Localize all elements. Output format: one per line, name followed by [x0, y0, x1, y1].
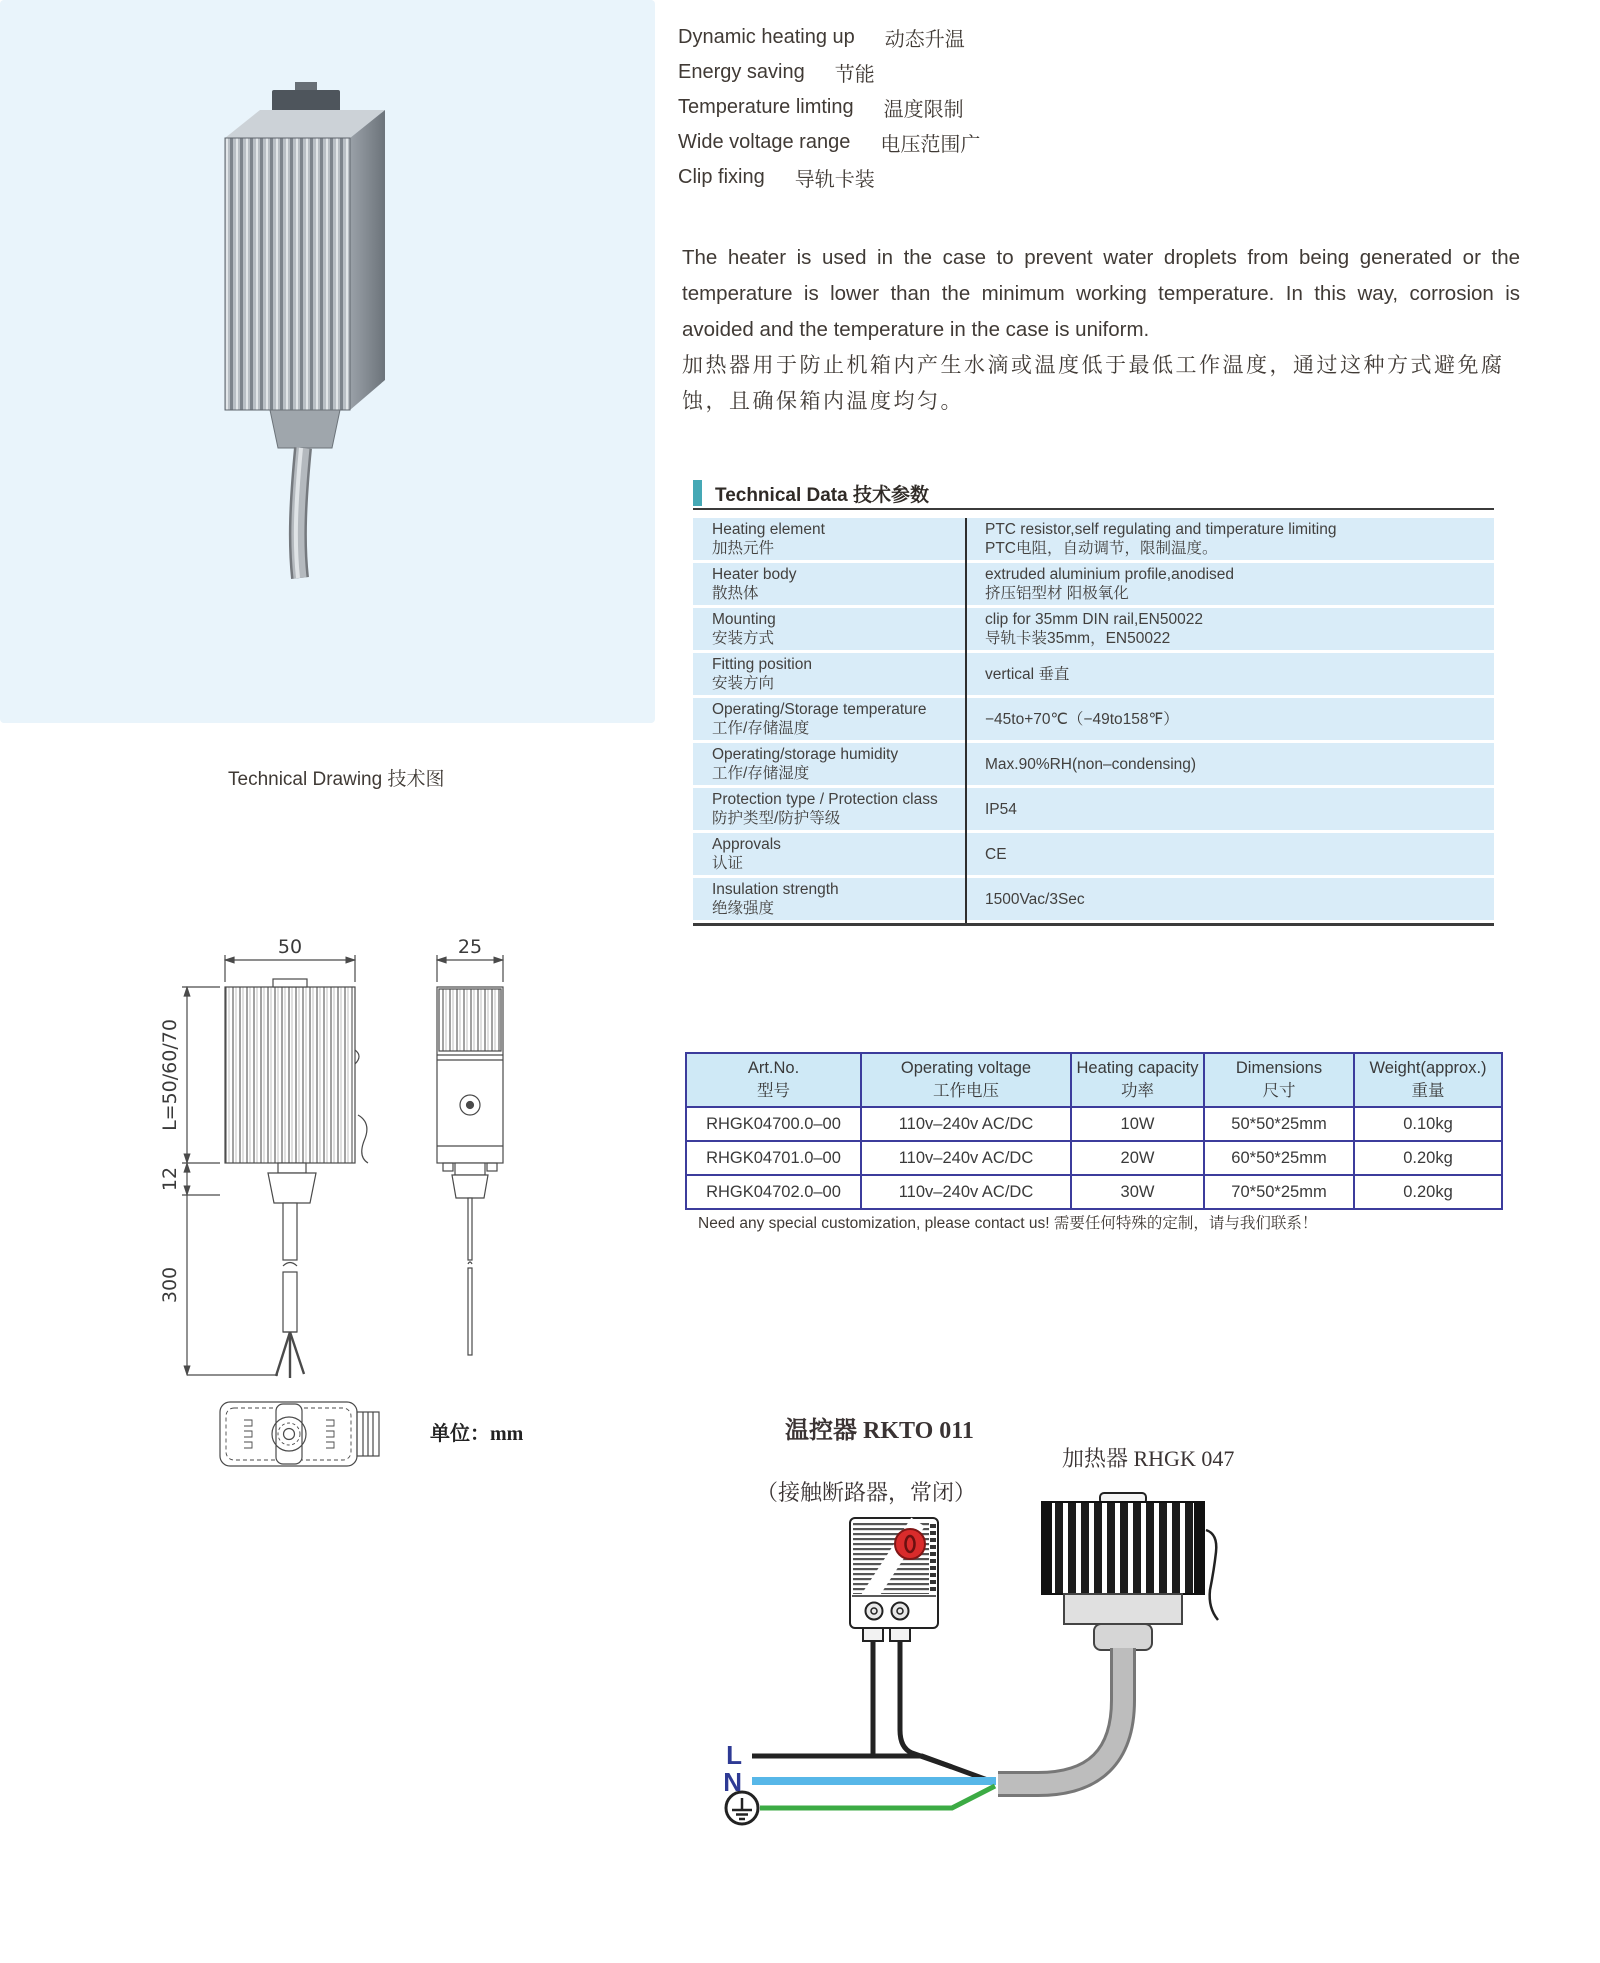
tech-value-line1: vertical 垂直	[985, 665, 1070, 683]
thermostat-terminal	[890, 1628, 910, 1641]
accent-bar	[693, 480, 702, 506]
tech-value-line1: 1500Vac/3Sec	[985, 890, 1085, 908]
cell-capacity: 10W	[1071, 1107, 1204, 1141]
col-header-zh: 功率	[1121, 1082, 1154, 1100]
tech-value-line1: CE	[985, 845, 1007, 863]
col-header-en: Weight(approx.)	[1369, 1059, 1487, 1077]
dim-cable-length: 300	[159, 1266, 181, 1304]
product-photo-heater-icon	[200, 80, 440, 580]
technical-data-section	[693, 478, 1494, 926]
technical-data-title: Technical Data 技术参数	[715, 484, 929, 506]
tech-label-zh: 工作/存储湿度	[712, 765, 810, 782]
feature-zh: 温度限制	[883, 99, 964, 121]
cable	[998, 1648, 1123, 1784]
cell-weight: 0.20kg	[1354, 1141, 1502, 1175]
col-header-en: Art.No.	[747, 1059, 800, 1077]
feature-item	[678, 55, 980, 90]
feature-zh: 节能	[834, 64, 875, 86]
feature-item	[678, 125, 980, 160]
thermostat-note: （接触断路器，常闭）	[756, 1480, 977, 1505]
description-zh: 加热器用于防止机箱内产生水滴或温度低于最低工作温度，通过这种方式避免腐蚀，且确保箱内温度均匀。	[682, 354, 1505, 413]
technical-data-header	[693, 478, 1494, 510]
tech-row	[693, 878, 1494, 920]
technical-data-table	[693, 518, 1494, 926]
feature-en: Temperature limting	[678, 96, 854, 118]
table-column-divider	[965, 518, 967, 923]
live-label: L	[726, 1740, 742, 1770]
tech-value-line2: PTC电阻，自动调节，限制温度。	[985, 540, 1218, 557]
unit-label: 单位：mm	[430, 1423, 524, 1445]
col-header-capacity	[1071, 1053, 1204, 1107]
tech-label-zh: 安装方式	[712, 630, 775, 647]
tech-row	[693, 788, 1494, 830]
dim-body-length: L=50/60/70	[159, 1019, 181, 1131]
heater-icon	[1042, 1493, 1218, 1650]
technical-drawing	[140, 900, 560, 1480]
products-header-row	[686, 1053, 1502, 1107]
tech-label-en: Approvals	[712, 836, 781, 853]
dim-clip-offset: 12	[159, 1166, 181, 1192]
cell-weight: 0.20kg	[1354, 1175, 1502, 1209]
tech-row	[693, 698, 1494, 740]
dim-side-width: 25	[457, 936, 483, 958]
thermostat-icon	[850, 1518, 938, 1641]
tech-value-line2: 导轨卡装35mm，EN50022	[985, 630, 1171, 647]
tech-label-en: Operating/storage humidity	[712, 746, 899, 763]
wiring-diagram	[690, 1400, 1350, 1960]
wire-earth	[760, 1786, 995, 1808]
col-header-voltage	[861, 1053, 1071, 1107]
tech-row	[693, 518, 1494, 560]
tech-label-en: Heating element	[712, 521, 825, 538]
cell-voltage: 110v–240v AC/DC	[861, 1175, 1071, 1209]
feature-en: Clip fixing	[678, 166, 765, 188]
cell-dimensions: 70*50*25mm	[1204, 1175, 1354, 1209]
tech-row	[693, 743, 1494, 785]
products-table	[685, 1052, 1503, 1210]
tech-value-line2: 挤压铝型材 阳极氧化	[985, 585, 1129, 602]
description-en: The heater is used in the case to prevent water droplets from being generated or the temperature is lower than the minimum working temperature. In this way, corrosion is avoided and the temperature in the case is uniform.	[682, 246, 1520, 341]
feature-zh: 动态升温	[884, 29, 965, 51]
tech-label-en: Operating/Storage temperature	[712, 701, 927, 718]
cell-artno: RHGK04702.0–00	[686, 1175, 861, 1209]
tech-label-zh: 工作/存储温度	[712, 720, 810, 737]
thermostat-terminal	[863, 1628, 883, 1641]
cable-gland	[270, 410, 340, 448]
feature-item	[678, 90, 980, 125]
col-header-dimensions	[1204, 1053, 1354, 1107]
thermostat-title: 温控器 RKTO 011	[785, 1418, 974, 1444]
tech-row	[693, 608, 1494, 650]
tech-label-zh: 加热元件	[712, 540, 775, 557]
cell-voltage: 110v–240v AC/DC	[861, 1141, 1071, 1175]
product-photo-panel	[0, 0, 655, 723]
heater-sensor-wire	[1206, 1530, 1218, 1620]
customization-note: Need any special customization, please contact us! 需要任何特殊的定制，请与我们联系！	[698, 1215, 1318, 1232]
table-row	[686, 1141, 1502, 1175]
feature-zh: 电压范围广	[880, 134, 981, 156]
feature-zh: 导轨卡装	[794, 169, 875, 191]
col-header-zh: 工作电压	[933, 1082, 999, 1100]
col-header-weight	[1354, 1053, 1502, 1107]
tech-label-en: Protection type / Protection class	[712, 791, 938, 808]
cell-dimensions: 50*50*25mm	[1204, 1107, 1354, 1141]
col-header-zh: 型号	[757, 1082, 790, 1100]
col-header-zh: 尺寸	[1262, 1082, 1296, 1100]
tech-label-zh: 安装方向	[712, 675, 775, 692]
tech-value-line1: extruded aluminium profile,anodised	[985, 566, 1235, 583]
wire-live	[900, 1641, 952, 1767]
product-description	[682, 240, 1520, 420]
cell-artno: RHGK04700.0–00	[686, 1107, 861, 1141]
tech-value-line1: IP54	[985, 800, 1017, 818]
feature-item	[678, 160, 980, 195]
tech-label-zh: 散热体	[712, 585, 759, 602]
col-header-zh: 重量	[1411, 1082, 1445, 1100]
neutral-label: N	[723, 1767, 742, 1797]
feature-en: Wide voltage range	[678, 131, 851, 153]
tech-label-zh: 绝缘强度	[712, 900, 775, 917]
feature-en: Energy saving	[678, 61, 805, 83]
col-header-en: Heating capacity	[1076, 1059, 1199, 1077]
tech-row	[693, 653, 1494, 695]
feature-item	[678, 20, 980, 55]
table-row	[686, 1107, 1502, 1141]
cell-weight: 0.10kg	[1354, 1107, 1502, 1141]
cell-artno: RHGK04701.0–00	[686, 1141, 861, 1175]
col-header-artno	[686, 1053, 861, 1107]
technical-drawing-caption: Technical Drawing 技术图	[228, 769, 445, 790]
cell-dimensions: 60*50*25mm	[1204, 1141, 1354, 1175]
tech-label-en: Fitting position	[712, 656, 812, 673]
col-header-en: Operating voltage	[900, 1059, 1032, 1077]
tech-label-en: Mounting	[712, 611, 776, 628]
tech-label-zh: 防护类型/防护等级	[712, 810, 841, 827]
tech-row	[693, 833, 1494, 875]
cell-capacity: 30W	[1071, 1175, 1204, 1209]
feature-list	[678, 20, 980, 195]
tech-label-en: Insulation strength	[712, 881, 839, 898]
tech-row	[693, 563, 1494, 605]
tech-label-en: Heater body	[712, 566, 797, 583]
cell-voltage: 110v–240v AC/DC	[861, 1107, 1071, 1141]
table-row	[686, 1175, 1502, 1209]
tech-value-line1: −45to+70℃（−49to158℉）	[985, 710, 1179, 728]
dim-front-width: 50	[277, 936, 303, 958]
tech-value-line1: PTC resistor,self regulating and timperature limiting	[985, 521, 1337, 538]
col-header-en: Dimensions	[1235, 1059, 1323, 1077]
tech-label-zh: 认证	[712, 855, 744, 872]
feature-en: Dynamic heating up	[678, 26, 855, 48]
tech-value-line1: clip for 35mm DIN rail,EN50022	[985, 611, 1203, 628]
heater-label: 加热器 RHGK 047	[1062, 1446, 1235, 1471]
tech-value-line1: Max.90%RH(non–condensing)	[985, 755, 1197, 773]
cell-capacity: 20W	[1071, 1141, 1204, 1175]
